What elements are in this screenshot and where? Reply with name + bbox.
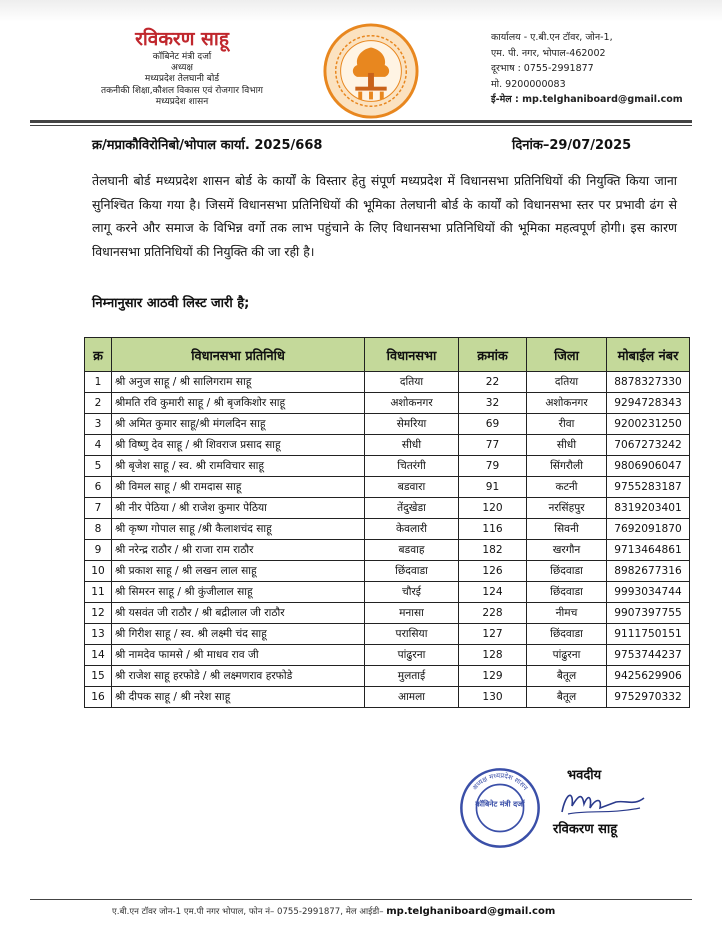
cell-representative: श्री यसवंत जी राठौर / श्री बद्रीलाल जी राठौर — [112, 603, 365, 624]
signer-name: रविकरण साहू — [553, 822, 618, 837]
footer-divider — [30, 899, 692, 900]
cell-representative: श्री दीपक साहू / श्री नरेश साहू — [112, 687, 365, 708]
letterhead-name: रविकरण साहू — [135, 28, 229, 50]
cell-representative: श्री नरेन्द्र राठौर / श्री राजा राम राठौर — [112, 540, 365, 561]
table-row — [85, 645, 690, 666]
office-phone: दूरभाष : 0755-2991877 — [491, 63, 594, 74]
cell-district: पांढुरना — [527, 645, 607, 666]
cell-constituency-no: 128 — [459, 645, 527, 666]
cell-constituency: दतिया — [365, 372, 459, 393]
cell-district: दतिया — [527, 372, 607, 393]
cell-serial: 3 — [85, 414, 112, 435]
cell-constituency-no: 228 — [459, 603, 527, 624]
letterhead-government: मध्यप्रदेश शासन — [155, 96, 209, 107]
cell-serial: 9 — [85, 540, 112, 561]
cell-constituency-no: 77 — [459, 435, 527, 456]
letterhead-rank: कॉबिनेट मंत्री दर्जा — [152, 51, 212, 62]
cell-mobile: 9111750151 — [607, 624, 690, 645]
cell-representative: श्री प्रकाश साहू / श्री लखन लाल साहू — [112, 561, 365, 582]
table-row — [85, 456, 690, 477]
cell-mobile: 9200231250 — [607, 414, 690, 435]
cell-district: नरसिंहपुर — [527, 498, 607, 519]
cell-constituency-no: 130 — [459, 687, 527, 708]
cell-constituency: मनासा — [365, 603, 459, 624]
office-email: ई-मेल : mp.telghaniboard@gmail.com — [491, 94, 683, 105]
col-header-district: जिला — [527, 338, 607, 372]
cell-mobile: 9993034744 — [607, 582, 690, 603]
cell-constituency: आमला — [365, 687, 459, 708]
cell-constituency: पांढुरना — [365, 645, 459, 666]
cell-constituency: अशोकनगर — [365, 393, 459, 414]
table-row — [85, 540, 690, 561]
cell-constituency-no: 91 — [459, 477, 527, 498]
cell-representative: श्री विमल साहू / श्री रामदास साहू — [112, 477, 365, 498]
letterhead-divider-thin — [30, 125, 692, 126]
cell-district: खरगौन — [527, 540, 607, 561]
cell-representative: श्री राजेश साहू हरफोडे / श्री लक्ष्मणराव हरफोडे — [112, 666, 365, 687]
col-header-serial: क्र — [85, 338, 112, 372]
footer — [112, 905, 555, 917]
cell-constituency-no: 129 — [459, 666, 527, 687]
cell-constituency: परासिया — [365, 624, 459, 645]
table-row — [85, 687, 690, 708]
cell-district: छिंदवाडा — [527, 582, 607, 603]
official-stamp-icon — [458, 766, 542, 850]
table-row — [85, 498, 690, 519]
cell-mobile: 8878327330 — [607, 372, 690, 393]
footer-email: mp.telghaniboard@gmail.com — [386, 906, 556, 917]
mp-emblem-icon — [322, 22, 420, 120]
cell-district: रीवा — [527, 414, 607, 435]
table-header-row — [85, 338, 690, 372]
cell-constituency-no: 126 — [459, 561, 527, 582]
cell-constituency: केवलारी — [365, 519, 459, 540]
cell-district: सीधी — [527, 435, 607, 456]
table-row — [85, 477, 690, 498]
cell-district: अशोकनगर — [527, 393, 607, 414]
cell-mobile: 9713464861 — [607, 540, 690, 561]
letterhead-contact — [491, 30, 716, 108]
cell-constituency: चितरंगी — [365, 456, 459, 477]
cell-representative: श्री विष्णु देव साहू / श्री शिवराज प्रसाद साहू — [112, 435, 365, 456]
cell-constituency: तेंदुखेडा — [365, 498, 459, 519]
cell-serial: 13 — [85, 624, 112, 645]
reference-number: क्र/मप्राकौविरोनिबो/भोपाल कार्या. 2025/668 — [92, 138, 323, 153]
cell-constituency-no: 182 — [459, 540, 527, 561]
cell-serial: 5 — [85, 456, 112, 477]
cell-representative: श्री अनुज साहू / श्री सालिगराम साहू — [112, 372, 365, 393]
letterhead-left — [44, 28, 320, 108]
cell-serial: 7 — [85, 498, 112, 519]
signature-scribble — [556, 784, 648, 820]
cell-mobile: 7067273242 — [607, 435, 690, 456]
cell-constituency: चौरई — [365, 582, 459, 603]
cell-district: छिंदवाडा — [527, 561, 607, 582]
cell-representative: श्रीमति रवि कुमारी साहू / श्री बृजकिशोर साहू — [112, 393, 365, 414]
closing-text: भवदीय — [567, 768, 602, 783]
table-row — [85, 414, 690, 435]
cell-mobile: 9294728343 — [607, 393, 690, 414]
col-header-representative: विधानसभा प्रतिनिधि — [112, 338, 365, 372]
letterhead-department: तकनीकी शिक्षा,कौशल विकास एवं रोजगार विभाग — [101, 85, 263, 96]
cell-district: कटनी — [527, 477, 607, 498]
table-row — [85, 624, 690, 645]
cell-constituency: बडवारा — [365, 477, 459, 498]
cell-mobile: 9907397755 — [607, 603, 690, 624]
cell-constituency-no: 22 — [459, 372, 527, 393]
cell-mobile: 8982677316 — [607, 561, 690, 582]
cell-constituency: सीधी — [365, 435, 459, 456]
cell-representative: श्री नामदेव फामसे / श्री माधव राव जी — [112, 645, 365, 666]
cell-representative: श्री कृष्ण गोपाल साहू /श्री कैलाशचंद साहू — [112, 519, 365, 540]
cell-serial: 16 — [85, 687, 112, 708]
cell-mobile: 9806906047 — [607, 456, 690, 477]
cell-serial: 6 — [85, 477, 112, 498]
cell-representative: श्री नीर पेठिया / श्री राजेश कुमार पेठिया — [112, 498, 365, 519]
table-row — [85, 393, 690, 414]
col-header-constituency-no: क्रमांक — [459, 338, 527, 372]
cell-district: बैतूल — [527, 687, 607, 708]
cell-constituency: सेमरिया — [365, 414, 459, 435]
table-row — [85, 582, 690, 603]
cell-serial: 14 — [85, 645, 112, 666]
cell-mobile: 9425629906 — [607, 666, 690, 687]
footer-address: ए.बी.एन टॉवर जोन-1 एम.पी नगर भोपाल, फोन नं– 0755-2991877, मेल आईडी– — [112, 907, 384, 917]
letterhead-board: मध्यप्रदेश तेलघानी बोर्ड — [144, 74, 220, 85]
cell-constituency-no: 79 — [459, 456, 527, 477]
cell-district: सिंगरौली — [527, 456, 607, 477]
office-address-line2: एम. पी. नगर, भोपाल-462002 — [491, 47, 606, 59]
office-address-line1: कार्यालय - ए.बी.एन टॉवर, जोन-1, — [491, 32, 613, 43]
cell-constituency-no: 120 — [459, 498, 527, 519]
cell-representative: श्री गिरीश साहू / स्व. श्री लक्ष्मी चंद साहू — [112, 624, 365, 645]
cell-serial: 1 — [85, 372, 112, 393]
top-band — [0, 0, 722, 22]
cell-mobile: 7692091870 — [607, 519, 690, 540]
cell-serial: 10 — [85, 561, 112, 582]
cell-constituency: मुलताई — [365, 666, 459, 687]
table-row — [85, 519, 690, 540]
body-paragraph: तेलघानी बोर्ड मध्यप्रदेश शासन बोर्ड के कार्यों के विस्तार हेतु संपूर्ण मध्यप्रदेश में विधानसभा प्रतिनिधियों की नियुक्ति किया जाना सुनिश्चित किया गया है। जिसमें विधानसभा प्रतिनिधियों की भूमिका तेलघानी बोर्ड के कार्यों को विधानसभा स्तर पर प्रभावी ढंग से लागू करने और समाज के विभिन्न वर्गो तक लाभ पहुंचाने के लिए विधानसभा प्रतिनिधियों की भूमिका महत्वपूर्ण होगी। इस कारण विधानसभा प्रतिनिधियों की नियुक्ति की जा रही है। — [92, 173, 677, 259]
stamp-arc-text: अध्यक्ष मध्यप्रदेश शासन — [470, 771, 530, 792]
list-heading: निम्नानुसार आठवी लिस्ट जारी है; — [92, 296, 250, 311]
cell-constituency-no: 69 — [459, 414, 527, 435]
cell-constituency-no: 127 — [459, 624, 527, 645]
cell-mobile: 9753744237 — [607, 645, 690, 666]
table-row — [85, 435, 690, 456]
table-row — [85, 666, 690, 687]
table-body — [85, 372, 690, 708]
cell-representative: श्री अमित कुमार साहू/श्री मंगलदिन साहू — [112, 414, 365, 435]
representatives-table — [84, 337, 690, 708]
cell-mobile: 9755283187 — [607, 477, 690, 498]
cell-constituency-no: 116 — [459, 519, 527, 540]
cell-serial: 4 — [85, 435, 112, 456]
cell-district: छिंदवाडा — [527, 624, 607, 645]
letterhead-post: अध्यक्ष — [171, 63, 193, 73]
cell-representative: श्री सिमरन साहू / श्री कुंजीलाल साहू — [112, 582, 365, 603]
cell-district: बैतूल — [527, 666, 607, 687]
cell-constituency-no: 32 — [459, 393, 527, 414]
cell-constituency: बडवाह — [365, 540, 459, 561]
cell-serial: 8 — [85, 519, 112, 540]
cell-mobile: 9752970332 — [607, 687, 690, 708]
table-row — [85, 372, 690, 393]
table-row — [85, 561, 690, 582]
letterhead-divider-thick — [30, 120, 692, 123]
office-mobile: मो. 9200000083 — [491, 78, 566, 90]
col-header-constituency: विधानसभा — [365, 338, 459, 372]
cell-district: नीमच — [527, 603, 607, 624]
cell-representative: श्री बृजेश साहू / स्व. श्री रामविचार साहू — [112, 456, 365, 477]
stamp-center-text: कॉबिनेट मंत्री दर्जा — [475, 799, 525, 809]
cell-district: सिवनी — [527, 519, 607, 540]
col-header-mobile: मोबाईल नंबर — [607, 338, 690, 372]
cell-serial: 12 — [85, 603, 112, 624]
cell-serial: 15 — [85, 666, 112, 687]
cell-constituency: छिंदवाडा — [365, 561, 459, 582]
cell-constituency-no: 124 — [459, 582, 527, 603]
reference-date: दिनांक–29/07/2025 — [512, 138, 632, 153]
cell-mobile: 8319203401 — [607, 498, 690, 519]
cell-serial: 2 — [85, 393, 112, 414]
table-row — [85, 603, 690, 624]
cell-serial: 11 — [85, 582, 112, 603]
